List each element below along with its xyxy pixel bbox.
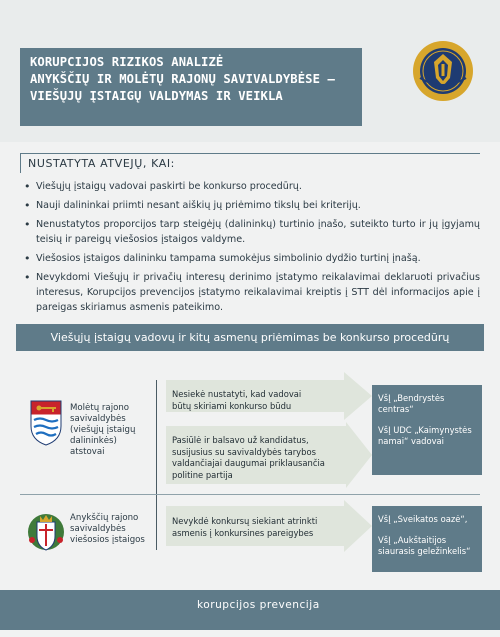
title-line-3: VIEŠŲJŲ ĮSTAIGŲ VALDYMAS IR VEIKLA: [30, 89, 283, 103]
list-item: • Viešųjų įstaigų vadovai paskirti be konkurso procedūrų.: [22, 179, 480, 194]
moletai-label: Molėtų rajono savivaldybės (viešųjų įstaigų dalininkės) atstovai: [70, 403, 136, 457]
moletai-entity-1: VšĮ „Bendrystės centras“: [378, 393, 445, 414]
moletai-coat-icon: [30, 400, 62, 446]
cases-list: [22, 179, 480, 319]
moletai-arrow-2-text: Pasiūlė ir balsavo už kandidatus, susijusius su savivaldybės tarybos valdančiajai daugumai priklausančia politine partija: [172, 435, 325, 480]
list-item: • Nevykdomi Viešųjų ir privačių interesų derinimo įstatymo reikalavimai deklaruoti privačius interesus, Korupcijos prevencijos įstatymo reikalavimai kreiptis į STT dėl informacijos apie į pareigas skiriamus asmenis pateikimo.: [22, 270, 480, 315]
title-line-1: KORUPCIJOS RIZIKOS ANALIZĖ: [30, 55, 224, 69]
stt-emblem-icon: [412, 40, 474, 102]
anyksciai-arrow: [166, 500, 372, 552]
anyksciai-entity-1: VšĮ „Sveikatos oazė“,: [378, 514, 468, 524]
moletai-arrow-2: [166, 422, 372, 488]
anyksciai-arrow-text: Nevykdė konkursų siekiant atrinkti asmenis į konkursines pareigybes: [172, 516, 318, 538]
vertical-divider: [156, 380, 157, 550]
moletai-arrow-1-text: Nesiekė nustatyti, kad vadovai būtų skiriami konkurso būdu: [172, 389, 302, 411]
anyksciai-coat-icon: [26, 510, 66, 556]
moletai-entities: [372, 385, 482, 475]
list-item: • Nauji dalininkai priimti nesant aiškių jų priėmimo tikslų bei kriterijų.: [22, 198, 480, 213]
moletai-arrow-1: [166, 372, 372, 420]
section-banner: Viešųjų įstaigų vadovų ir kitų asmenų priėmimas be konkurso procedūrų: [16, 324, 484, 351]
footer-text: korupcijos prevencija: [197, 599, 320, 611]
moletai-entity-2: VšĮ UDC „Kaimynystės namai“ vadovai: [378, 425, 472, 446]
footer-bar: [0, 590, 500, 630]
horizontal-divider: [20, 494, 480, 495]
page-title: [20, 48, 362, 126]
anyksciai-label: Anykščių rajono savivaldybės viešosios įstaigos: [70, 513, 145, 545]
cases-section-label: [20, 153, 480, 173]
title-line-2: ANYKŠČIŲ IR MOLĖTŲ RAJONŲ SAVIVALDYBĖSE –: [30, 72, 335, 86]
list-item: • Viešosios įstaigos dalininku tampama sumokėjus simbolinio dydžio turtinį įnašą.: [22, 251, 480, 266]
anyksciai-entity-2: VšĮ „Aukštaitijos siaurasis geležinkelis“: [378, 535, 471, 556]
cases-label-text: NUSTATYTA ATVEJŲ, KAI:: [28, 157, 175, 170]
anyksciai-entities: [372, 506, 482, 572]
list-item: • Nenustatytos proporcijos tarp steigėjų (dalininkų) turtinio įnašo, suteikto turto ir jų įgyjamų teisių ir pareigų viešosios įstaigos valdyme.: [22, 217, 480, 247]
